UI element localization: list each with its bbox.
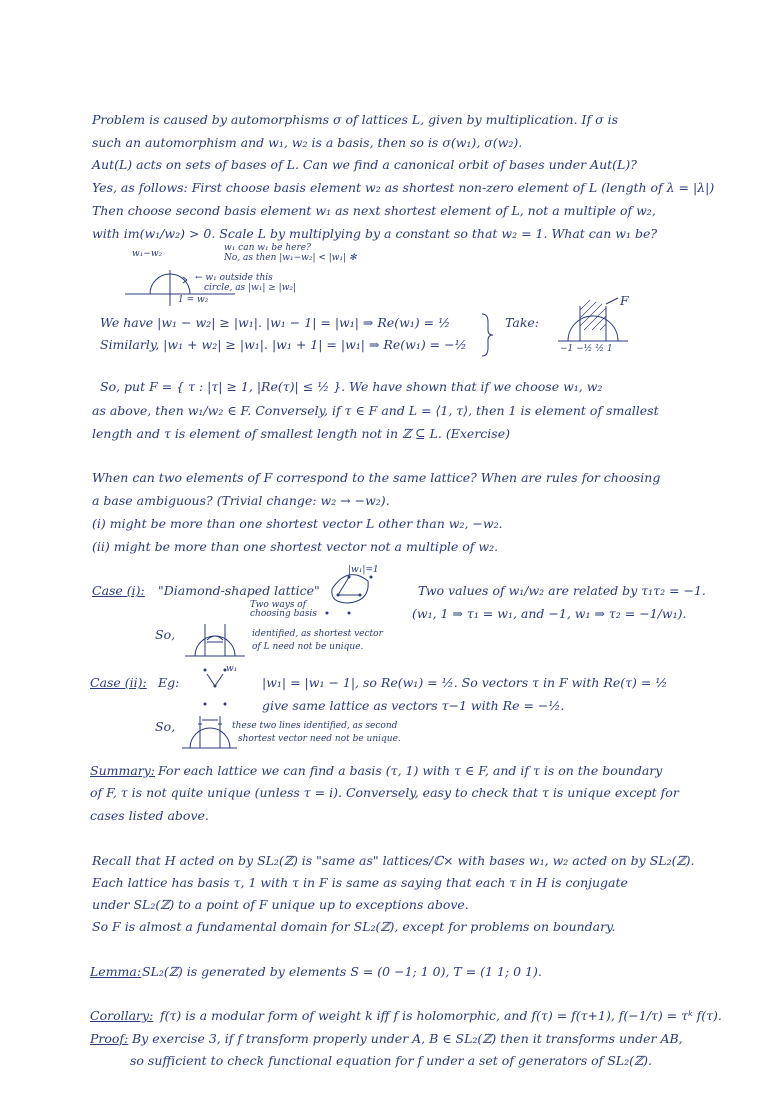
text-line: length and τ is element of smallest length not in ℤ ⊆ L. (Exercise) [92, 426, 510, 441]
text-line: Similarly, |w₁ + w₂| ≥ |w₁|. |w₁ + 1| = |w₁| ⇒ Re(w₁) = −½ [100, 337, 467, 352]
text-line: so sufficient to check functional equation for f under a set of generators of SL₂(ℤ). [130, 1053, 652, 1068]
text-line: give same lattice as vectors τ−1 with Re = −½. [262, 698, 565, 713]
identified-arcs-diagram [185, 620, 255, 660]
identified-lines-diagram [182, 712, 242, 752]
fig-label: ← w₁ outside this [195, 273, 273, 283]
brace [480, 312, 494, 358]
text-line: with im(w₁/w₂) > 0. Scale L by multiplying by a constant so that w₂ = 1. What can w₁ be? [92, 226, 658, 241]
fig-label: w₁ can w₁ be here? [224, 243, 311, 253]
note: these two lines identified, as second [232, 721, 398, 731]
text-line: Then choose second basis element w₁ as next shortest element of L, not a multiple of w₂, [92, 203, 656, 218]
corollary-heading: Corollary: [90, 1008, 154, 1023]
text-line: under SL₂(ℤ) to a point of F unique up to exceptions above. [92, 897, 469, 912]
so-label: So, [155, 719, 176, 734]
text-line: of F, τ is not quite unique (unless τ = i). Conversely, easy to check that τ is unique except for [90, 785, 679, 800]
summary-heading: Summary: [90, 763, 156, 778]
text-line: Problem is caused by automorphisms σ of lattices L, given by multiplication. If σ is [92, 112, 619, 127]
text-line: Recall that H acted on by SL₂(ℤ) is "same as" lattices/ℂ× with bases w₁, w₂ acted on by SL₂(ℤ). [92, 853, 695, 868]
text-line: So F is almost a fundamental domain for SL₂(ℤ), except for problems on boundary. [92, 919, 616, 934]
diamond-tag: |w₁|=1 [348, 565, 379, 575]
text-line: as above, then w₁/w₂ ∈ F. Conversely, if τ ∈ F and L = ⟨1, τ⟩, then 1 is element of smallest [92, 403, 659, 418]
text-line: Yes, as follows: First choose basis element w₂ as shortest non-zero element of L (length of λ = |λ|) [92, 180, 715, 195]
text-line: So, put F = { τ : |τ| ≥ 1, |Re(τ)| ≤ ½ }. We have shown that if we choose w₁, w₂ [100, 379, 603, 394]
fig-label: circle, as |w₁| ≥ |w₂| [204, 283, 297, 293]
fig-label: 1 = w₂ [178, 295, 209, 305]
two-ways-note: Two ways of choosing basis [250, 600, 317, 619]
fig-label: No, as then |w₁−w₂| < |w₁| ✻ [224, 253, 357, 263]
text-line: Two values of w₁/w₂ are related by τ₁τ₂ = −1. [418, 583, 706, 598]
text-line: When can two elements of F correspond to the same lattice? When are rules for choosing [92, 470, 661, 485]
note: identified, as shortest vector [252, 629, 383, 639]
text-line: such an automorphism and w₁, w₂ is a basis, then so is σ(w₁), σ(w₂). [92, 135, 523, 150]
text-line: Each lattice has basis τ, 1 with τ in F is same as saying that each τ in H is conjugate [92, 875, 628, 890]
so-label: So, [155, 627, 176, 642]
axis-ticks: −1 −½ ½ 1 [560, 344, 613, 354]
diamond-label: "Diamond-shaped lattice" [158, 583, 320, 598]
text-line: Aut(L) acts on sets of bases of L. Can we find a canonical orbit of bases under Aut(L)? [92, 157, 637, 172]
domain-label-F: F [620, 293, 629, 308]
text-line: By exercise 3, if f transform properly under A, B ∈ SL₂(ℤ) then it transforms under AB, [132, 1031, 683, 1046]
text-line: (ii) might be more than one shortest vector not a multiple of w₂. [92, 539, 499, 554]
w1-label: w₁ [226, 664, 238, 674]
lemma-heading: Lemma: [90, 964, 142, 979]
case-i-heading: Case (i): [92, 583, 145, 598]
eg-label: Eg: [158, 675, 180, 690]
proof-heading: Proof: [90, 1031, 129, 1046]
note: of L need not be unique. [252, 642, 364, 652]
text-line: For each lattice we can find a basis (τ, 1) with τ ∈ F, and if τ is on the boundary [158, 763, 663, 778]
text-line: (i) might be more than one shortest vector L other than w₂, −w₂. [92, 516, 503, 531]
case-ii-heading: Case (ii): [90, 675, 147, 690]
text-line: We have |w₁ − w₂| ≥ |w₁|. |w₁ − 1| = |w₁| ⇒ Re(w₁) = ½ [100, 315, 451, 330]
note: shortest vector need not be unique. [238, 734, 401, 744]
text-line: f(τ) is a modular form of weight k iff f is holomorphic, and f(τ) = f(τ+1), f(−1/τ) = τᵏ f(τ). [160, 1008, 722, 1023]
fig-label: w₁−w₂ [132, 249, 163, 259]
text-line: a base ambiguous? (Trivial change: w₂ → −w₂). [92, 493, 390, 508]
text-line: (w₁, 1 ⇒ τ₁ = w₁, and −1, w₁ ⇒ τ₂ = −1/w₁). [412, 606, 687, 621]
text-line: cases listed above. [90, 808, 209, 823]
take-label: Take: [505, 315, 540, 330]
text-line: SL₂(ℤ) is generated by elements S = (0 −1; 1 0), T = (1 1; 0 1). [142, 964, 542, 979]
text-line: |w₁| = |w₁ − 1|, so Re(w₁) = ½. So vectors τ in F with Re(τ) = ½ [262, 675, 668, 690]
rectangular-lattice-diagram [195, 660, 245, 710]
